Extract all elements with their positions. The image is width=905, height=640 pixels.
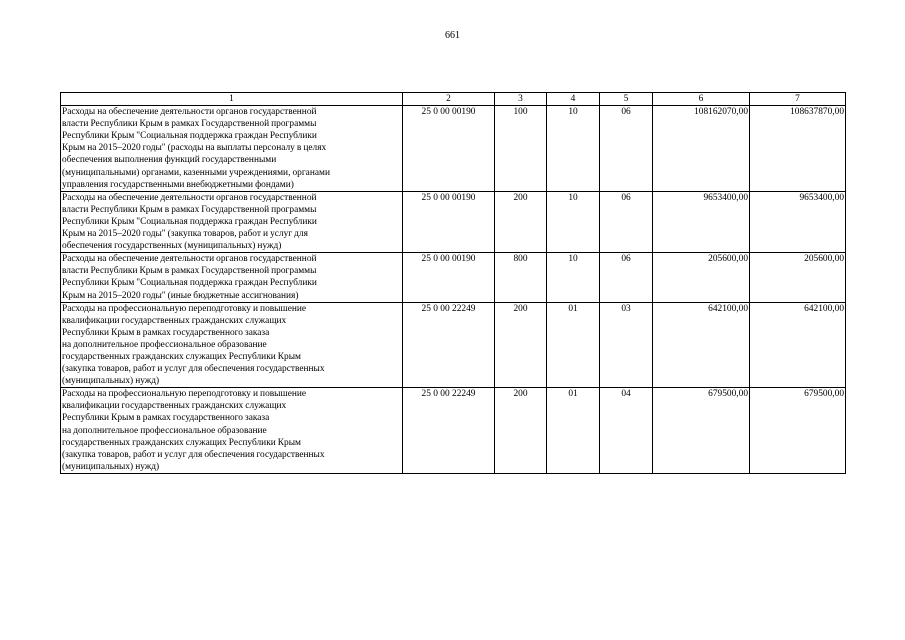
header-cell: 5 <box>600 93 653 106</box>
row-description <box>61 388 403 474</box>
description-line: государственных гражданских служащих Республики Крым <box>62 437 301 448</box>
description-line: Крым на 2015–2020 годы" (закупка товаров, работ и услуг для <box>62 229 308 240</box>
header-cell: 3 <box>495 93 547 106</box>
description-line: на дополнительное профессиональное образование <box>62 425 267 436</box>
header-cell: 1 <box>61 93 403 106</box>
budget-table <box>60 92 846 474</box>
amount-col-7: 642100,00 <box>750 302 846 388</box>
expense-type-code: 200 <box>495 388 547 474</box>
description-line: обеспечения государственных (муниципальных) нужд) <box>62 241 282 252</box>
subsection-code: 06 <box>600 191 653 252</box>
description-line: Республики Крым в рамках государственного заказа <box>62 413 270 424</box>
header-cell: 7 <box>750 93 846 106</box>
expense-type-code: 100 <box>495 106 547 192</box>
target-article-code: 25 0 00 00190 <box>403 253 495 302</box>
expense-type-code: 200 <box>495 302 547 388</box>
section-code: 10 <box>547 253 600 302</box>
amount-col-7: 9653400,00 <box>750 191 846 252</box>
description-line: квалификации государственных гражданских служащих <box>62 401 287 412</box>
target-article-code: 25 0 00 00190 <box>403 106 495 192</box>
row-description <box>61 106 403 192</box>
description-line: Расходы на профессиональную переподготовку и повышение <box>62 389 307 400</box>
description-line: власти Республики Крым в рамках Государственной программы <box>62 266 317 277</box>
section-code: 10 <box>547 191 600 252</box>
subsection-code: 03 <box>600 302 653 388</box>
description-line: (муниципальными) органами, казенными учреждениями, органами <box>62 167 330 178</box>
description-line: Расходы на обеспечение деятельности органов государственной <box>62 107 317 118</box>
description-line: Республики Крым "Социальная поддержка граждан Республики <box>62 131 317 142</box>
table-row <box>61 253 846 302</box>
description-line: Республики Крым в рамках государственного заказа <box>62 327 270 338</box>
row-description <box>61 191 403 252</box>
header-cell: 6 <box>653 93 750 106</box>
description-line: управления государственными внебюджетными фондами) <box>62 179 294 190</box>
section-code: 01 <box>547 302 600 388</box>
amount-col-6: 205600,00 <box>653 253 750 302</box>
amount-col-7: 205600,00 <box>750 253 846 302</box>
description-line: (муниципальных) нужд) <box>62 461 160 472</box>
amount-col-6: 679500,00 <box>653 388 750 474</box>
expense-type-code: 800 <box>495 253 547 302</box>
amount-col-7: 108637870,00 <box>750 106 846 192</box>
page-number: 661 <box>445 30 460 41</box>
description-line: (закупка товаров, работ и услуг для обеспечения государственных <box>62 364 325 375</box>
description-line: Республики Крым "Социальная поддержка граждан Республики <box>62 278 317 289</box>
target-article-code: 25 0 00 00190 <box>403 191 495 252</box>
header-cell: 2 <box>403 93 495 106</box>
header-row <box>61 93 846 106</box>
description-line: Расходы на обеспечение деятельности органов государственной <box>62 254 317 265</box>
row-description <box>61 253 403 302</box>
section-code: 01 <box>547 388 600 474</box>
amount-col-6: 642100,00 <box>653 302 750 388</box>
table-row <box>61 302 846 388</box>
description-line: Расходы на обеспечение деятельности органов государственной <box>62 192 317 203</box>
description-line: государственных гражданских служащих Республики Крым <box>62 351 301 362</box>
description-line: (закупка товаров, работ и услуг для обеспечения государственных <box>62 449 325 460</box>
row-description <box>61 302 403 388</box>
table-row <box>61 106 846 192</box>
target-article-code: 25 0 00 22249 <box>403 302 495 388</box>
expense-type-code: 200 <box>495 191 547 252</box>
description-line: квалификации государственных гражданских служащих <box>62 315 287 326</box>
subsection-code: 04 <box>600 388 653 474</box>
table-row <box>61 191 846 252</box>
amount-col-6: 9653400,00 <box>653 191 750 252</box>
description-line: власти Республики Крым в рамках Государственной программы <box>62 119 317 130</box>
description-line: Крым на 2015–2020 годы" (расходы на выплаты персоналу в целях <box>62 143 327 154</box>
section-code: 10 <box>547 106 600 192</box>
description-line: обеспечения выполнения функций государственными <box>62 155 277 166</box>
description-line: (муниципальных) нужд) <box>62 376 160 387</box>
description-line: Расходы на профессиональную переподготовку и повышение <box>62 303 307 314</box>
amount-col-7: 679500,00 <box>750 388 846 474</box>
target-article-code: 25 0 00 22249 <box>403 388 495 474</box>
description-line: на дополнительное профессиональное образование <box>62 339 267 350</box>
description-line: Республики Крым "Социальная поддержка граждан Республики <box>62 216 317 227</box>
amount-col-6: 108162070,00 <box>653 106 750 192</box>
description-line: власти Республики Крым в рамках Государственной программы <box>62 204 317 215</box>
subsection-code: 06 <box>600 106 653 192</box>
table-row <box>61 388 846 474</box>
header-cell: 4 <box>547 93 600 106</box>
description-line: Крым на 2015–2020 годы" (иные бюджетные ассигнования) <box>62 290 299 301</box>
subsection-code: 06 <box>600 253 653 302</box>
